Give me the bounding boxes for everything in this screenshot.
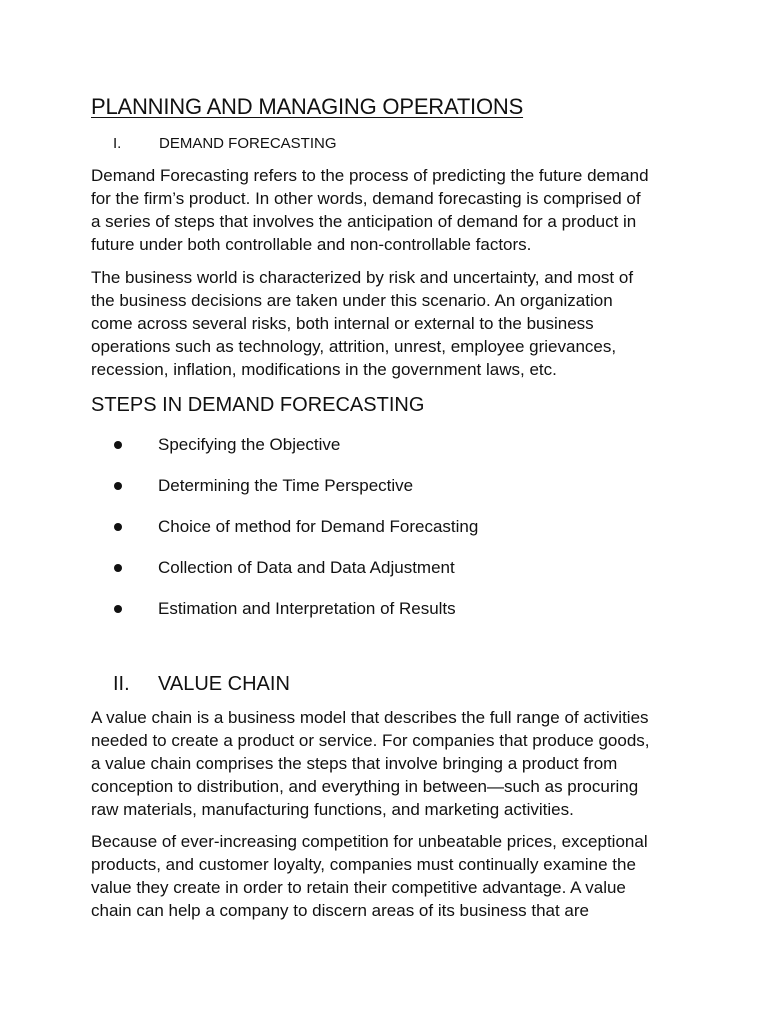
section-number: I. bbox=[113, 135, 122, 152]
text-line: The business world is characterized by risk and uncertainty, and most of bbox=[91, 268, 634, 287]
text-line: a series of steps that involves the anticipation of demand for a product in bbox=[91, 212, 637, 231]
list-item-text: Specifying the Objective bbox=[158, 435, 341, 454]
list-item bbox=[0, 516, 600, 538]
text-line: future under both controllable and non-controllable factors. bbox=[91, 235, 532, 254]
section-title: VALUE CHAIN bbox=[158, 673, 290, 695]
paragraph-value-chain-definition bbox=[91, 706, 681, 821]
section-heading-value-chain bbox=[113, 671, 290, 697]
list-item bbox=[0, 434, 600, 456]
text-line: recession, inflation, modifications in the government laws, etc. bbox=[91, 360, 557, 379]
section-title: DEMAND FORECASTING bbox=[159, 135, 337, 152]
bullet-icon bbox=[114, 441, 122, 449]
list-item bbox=[0, 475, 600, 497]
bullet-icon bbox=[114, 482, 122, 490]
paragraph-competitive-advantage bbox=[91, 830, 681, 922]
bullet-icon bbox=[114, 564, 122, 572]
bullet-icon bbox=[114, 523, 122, 531]
text-line: Demand Forecasting refers to the process of predicting the future demand bbox=[91, 166, 649, 185]
text-line: operations such as technology, attrition, unrest, employee grievances, bbox=[91, 337, 617, 356]
list-item-text: Collection of Data and Data Adjustment bbox=[158, 558, 455, 577]
section-number: II. bbox=[113, 673, 130, 695]
text-line: a value chain comprises the steps that involve bringing a product from bbox=[91, 754, 618, 773]
section-heading-demand-forecasting bbox=[113, 134, 337, 154]
text-line: value they create in order to retain their competitive advantage. A value bbox=[91, 878, 626, 897]
list-item-text: Estimation and Interpretation of Results bbox=[158, 599, 456, 618]
list-item-text: Determining the Time Perspective bbox=[158, 476, 414, 495]
bullet-icon bbox=[114, 605, 122, 613]
paragraph-demand-forecasting-definition bbox=[91, 164, 681, 256]
text-line: A value chain is a business model that describes the full range of activities bbox=[91, 708, 649, 727]
steps-heading: STEPS IN DEMAND FORECASTING bbox=[91, 394, 425, 416]
text-line: products, and customer loyalty, companies must continually examine the bbox=[91, 855, 636, 874]
text-line: the business decisions are taken under this scenario. An organization bbox=[91, 291, 613, 310]
paragraph-business-risk bbox=[91, 266, 681, 381]
list-item-text: Choice of method for Demand Forecasting bbox=[158, 517, 479, 536]
text-line: come across several risks, both internal or external to the business bbox=[91, 314, 594, 333]
text-line: Because of ever-increasing competition for unbeatable prices, exceptional bbox=[91, 832, 648, 851]
text-line: chain can help a company to discern areas of its business that are bbox=[91, 901, 590, 920]
text-line: for the firm’s product. In other words, demand forecasting is comprised of bbox=[91, 189, 641, 208]
text-line: needed to create a product or service. For companies that produce goods, bbox=[91, 731, 650, 750]
text-line: conception to distribution, and everything in between—such as procuring bbox=[91, 777, 639, 796]
list-item bbox=[0, 598, 600, 620]
document-title: PLANNING AND MANAGING OPERATIONS bbox=[91, 94, 524, 119]
text-line: raw materials, manufacturing functions, and marketing activities. bbox=[91, 800, 574, 819]
list-item bbox=[0, 557, 600, 579]
